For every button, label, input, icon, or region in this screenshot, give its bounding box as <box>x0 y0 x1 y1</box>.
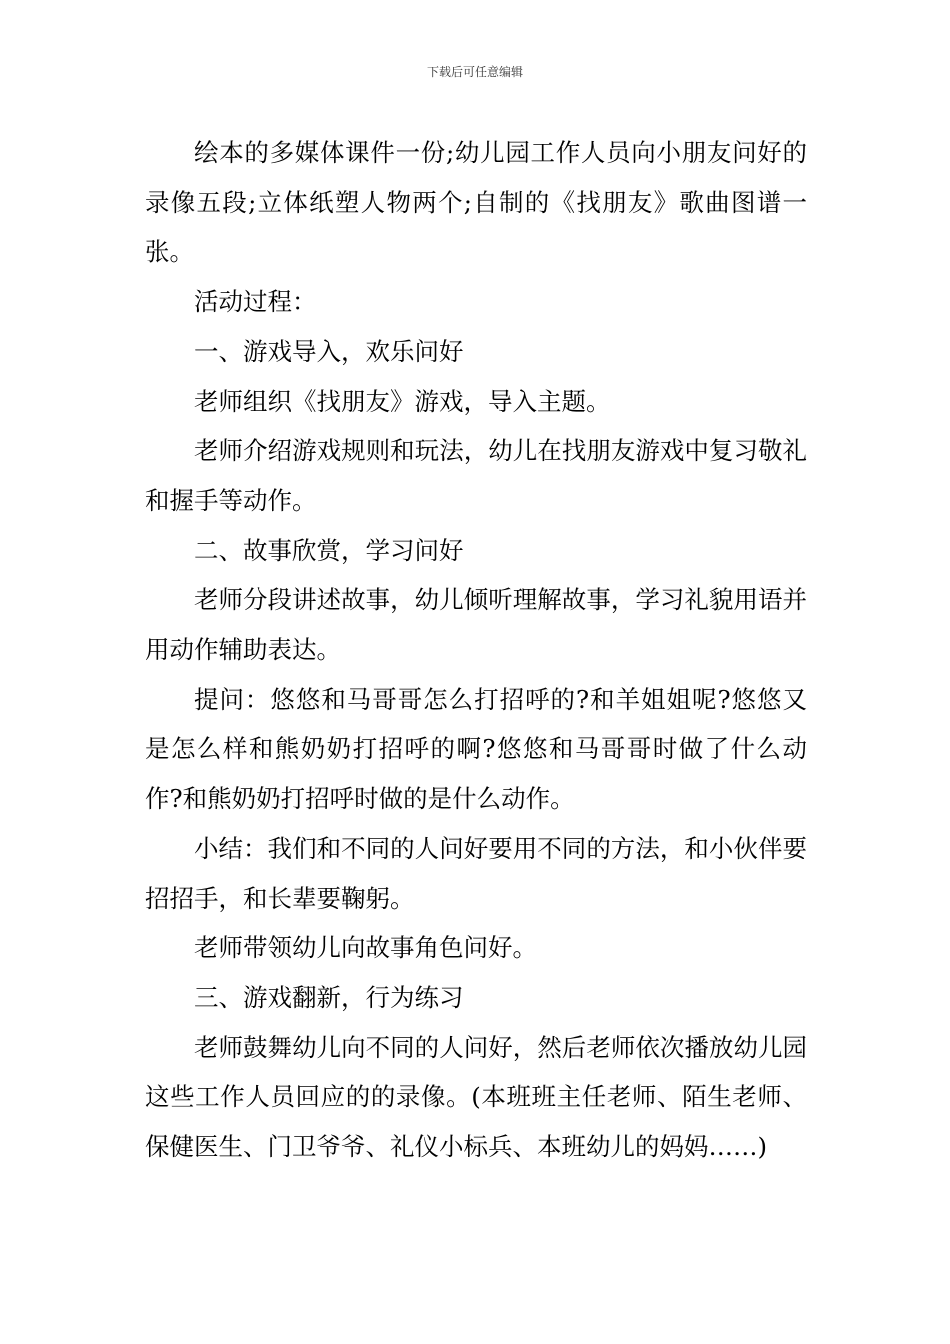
paragraph: 老师介绍游戏规则和玩法，幼儿在找朋友游戏中复习敬礼和握手等动作。 <box>145 436 807 515</box>
section-heading-3: 三、游戏翻新，行为练习 <box>194 982 464 1012</box>
paragraph-summary: 小结：我们和不同的人问好要用不同的方法，和小伙伴要招招手，和长辈要鞠躬。 <box>145 833 807 913</box>
paragraph: 老师鼓舞幼儿向不同的人问好，然后老师依次播放幼儿园这些工作人员回应的的录像。(本班班主任老师、陌生老师、保健医生、门卫爷爷、礼仪小标兵、本班幼儿的妈妈……) <box>145 1032 807 1162</box>
document-body <box>145 128 807 1172</box>
paragraph-process-heading: 活动过程： <box>194 287 317 317</box>
page-header-note: 下载后可任意编辑 <box>426 65 523 79</box>
paragraph: 老师组织《找朋友》游戏，导入主题。 <box>194 386 611 416</box>
paragraph-materials: 绘本的多媒体课件一份;幼儿园工作人员向小朋友问好的录像五段;立体纸塑人物两个;自制的《找朋友》歌曲图谱一张。 <box>145 138 807 267</box>
paragraph: 老师分段讲述故事，幼儿倾听理解故事，学习礼貌用语并用动作辅助表达。 <box>145 585 807 665</box>
section-heading-2: 二、故事欣赏，学习问好 <box>194 535 464 565</box>
section-heading-1: 一、游戏导入，欢乐问好 <box>194 336 464 366</box>
paragraph-questions: 提问：悠悠和马哥哥怎么打招呼的?和羊姐姐呢?悠悠又是怎么样和熊奶奶打招呼的啊?悠悠和马哥哥时做了什么动作?和熊奶奶打招呼时做的是什么动作。 <box>145 684 807 814</box>
paragraph: 老师带领幼儿向故事角色问好。 <box>194 933 537 963</box>
